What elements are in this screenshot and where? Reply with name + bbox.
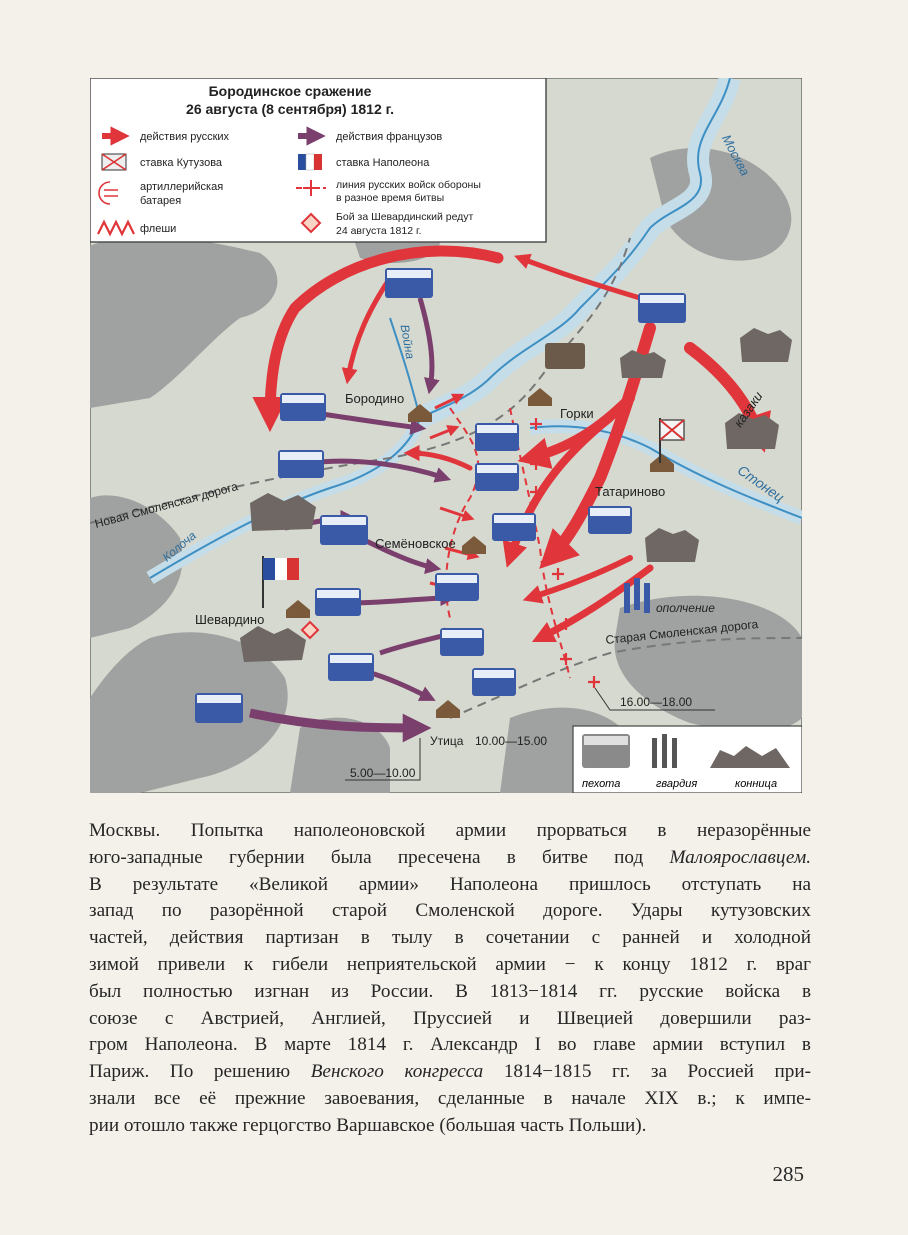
text-line: частей, действия партизан в тылу в сочетании с ранней и холодной bbox=[89, 927, 811, 949]
label-stonets: Стонец bbox=[734, 461, 788, 506]
text-line: Париж. По решению Венского конгресса 1814−1815 гг. за Россией при- bbox=[89, 1061, 811, 1083]
infantry-formation bbox=[280, 393, 326, 421]
napoleon-hq-icon bbox=[298, 154, 322, 170]
legend-artillery-2: батарея bbox=[140, 195, 182, 207]
militia-figures bbox=[624, 578, 650, 613]
inset-guard: гвардия bbox=[656, 778, 698, 790]
body-text bbox=[89, 818, 811, 1140]
legend-shevardino-2: 24 августа 1812 г. bbox=[336, 225, 422, 237]
text-line: союзе с Австрией, Англией, Пруссией и Швецией довершили раз- bbox=[89, 1007, 811, 1029]
text-line: Москвы. Попытка наполеоновской армии прорваться в неразорённые bbox=[89, 820, 811, 841]
text-line: запад по разорённой старой Смоленской дороге. Удары кутузовских bbox=[89, 900, 811, 922]
page-number: 285 bbox=[772, 1162, 804, 1186]
text-line: гром Наполеона. В марте 1814 г. Александр I во главе армии вступил в bbox=[89, 1034, 811, 1056]
infantry-formation bbox=[472, 668, 516, 696]
legend-french-actions: действия французов bbox=[336, 131, 443, 143]
text-line: рии отошло также герцогство Варшавское (большая часть Польши). bbox=[89, 1114, 647, 1136]
label-militia: ополчение bbox=[656, 601, 715, 615]
infantry-formation bbox=[320, 515, 368, 545]
infantry-formation bbox=[638, 293, 686, 323]
mention-vienna-congress: Венского конгресса bbox=[310, 1061, 484, 1083]
label-tatarinovo: Татариново bbox=[595, 484, 666, 499]
label-voina: Война bbox=[397, 323, 418, 361]
infantry-formation bbox=[435, 573, 479, 601]
legend-defense-1: линия русских войск обороны bbox=[336, 179, 481, 191]
label-cossacks: казаки bbox=[730, 388, 766, 430]
infantry-formation bbox=[385, 268, 433, 298]
legend-flushes: флеши bbox=[140, 223, 177, 235]
label-gorki: Горки bbox=[560, 406, 594, 421]
svg-text:5.00—10.00: 5.00—10.00 bbox=[350, 766, 416, 780]
infantry-formation bbox=[195, 693, 243, 723]
infantry-formation bbox=[328, 653, 374, 681]
infantry-formation bbox=[440, 628, 484, 656]
unit-types-inset bbox=[573, 726, 802, 793]
label-utitsa: Утица bbox=[430, 734, 464, 748]
inset-infantry: пехота bbox=[582, 778, 621, 790]
text-line: знали все её прежние завоевания, сделанные в начале XIX в.; к импе- bbox=[89, 1087, 811, 1109]
label-moskva: Москва bbox=[718, 132, 753, 179]
label-old-smolensk-road: Старая Смоленская дорога bbox=[604, 617, 759, 647]
legend-kutuzov-hq: ставка Кутузова bbox=[140, 157, 223, 169]
svg-text:16.00—18.00: 16.00—18.00 bbox=[620, 695, 693, 709]
label-semenovskoe: Семёновское bbox=[375, 536, 456, 551]
label-utitsa-time: 10.00—15.00 bbox=[475, 734, 548, 748]
infantry-formation bbox=[545, 343, 585, 369]
legend-napoleon-hq: ставка Наполеона bbox=[336, 157, 430, 169]
infantry-formation bbox=[315, 588, 361, 616]
legend-box bbox=[90, 78, 546, 242]
text-line: юго-западные губернии была пресечена в битве под Малоярославцем. bbox=[89, 846, 811, 868]
infantry-formation bbox=[588, 506, 632, 534]
infantry-sample bbox=[582, 734, 630, 768]
label-borodino: Бородино bbox=[345, 391, 405, 406]
borodino-battle-map bbox=[90, 78, 802, 793]
map-title: Бородинское сражение bbox=[208, 83, 372, 99]
text-line: был полностью изгнан из России. В 1813−1814 гг. русские войска в bbox=[89, 980, 811, 1002]
label-shevardino: Шевардино bbox=[195, 612, 265, 627]
guard-sample bbox=[652, 734, 677, 768]
legend-russian-actions: действия русских bbox=[140, 131, 230, 143]
map-subtitle: 26 августа (8 сентября) 1812 г. bbox=[186, 101, 394, 117]
mention-maloyaroslavets: Малоярославцем. bbox=[669, 846, 811, 868]
infantry-formation bbox=[475, 423, 519, 451]
legend-defense-2: в разное время битвы bbox=[336, 192, 445, 204]
legend-artillery-1: артиллерийская bbox=[140, 181, 224, 193]
legend-shevardino-1: Бой за Шевардинский редут bbox=[336, 211, 474, 223]
infantry-formation bbox=[492, 513, 536, 541]
text-line: зимой привели к гибели неприятельской армии − к концу 1812 г. враг bbox=[89, 953, 811, 975]
text-line: В результате «Великой армии» Наполеона пришлось отступать на bbox=[89, 873, 811, 895]
infantry-formation bbox=[475, 463, 519, 491]
label-new-smolensk-road: Новая Смоленская дорога bbox=[93, 479, 240, 531]
inset-cavalry: конница bbox=[735, 778, 778, 790]
kutuzov-hq-icon bbox=[102, 154, 126, 170]
label-kolocha: Колоча bbox=[159, 528, 199, 565]
infantry-formation bbox=[278, 450, 324, 478]
